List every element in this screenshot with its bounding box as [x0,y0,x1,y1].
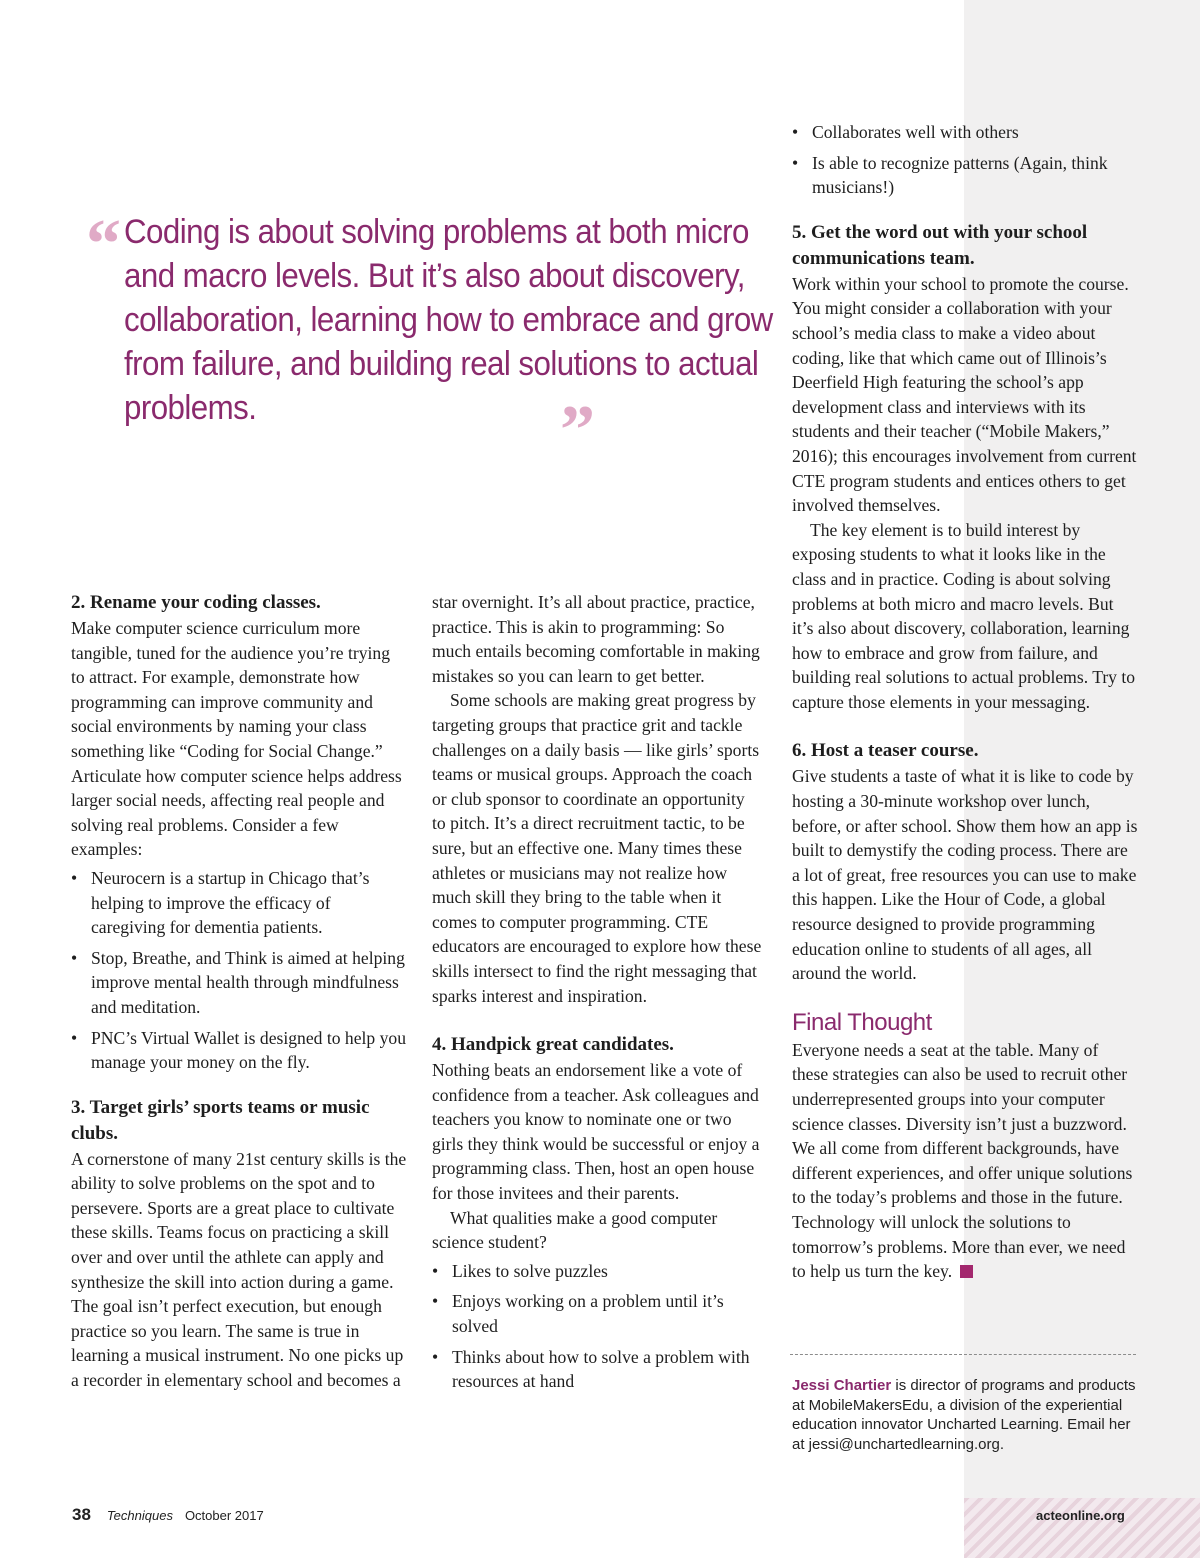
list-item: • Stop, Breathe, and Think is aimed at helping improve mental health through mindfulness and meditation. [71,946,407,1020]
examples-list [71,866,407,1075]
list-item: • Is able to recognize patterns (Again, think musicians!) [792,151,1138,200]
list-item: • Thinks about how to solve a problem with resources at hand [432,1345,762,1394]
body-paragraph [792,1038,1138,1284]
author-bio [792,1376,1138,1454]
section-heading-6: 6. Host a teaser course. [792,740,979,762]
section-heading-2: 2. Rename your coding classes. [71,592,321,613]
body-paragraph: Work within your school to promote the course. You might consider a collaboration with your school’s media class to make a video about coding, like that which came out of Illinois’s Deerfield High featuring the school’s app development class and interviews with its students and their teacher (“Mobile Makers,” 2016); this encourages involvement from current CTE program students and entices others to get involved themselves. [792,273,1137,516]
footer [72,1505,264,1525]
body-paragraph: Give students a taste of what it is like to code by hosting a 30-minute workshop over lunch, before, or after school. Show them how an app is built to demystify the coding process. There are a lot of great, free resources you can use to make this happen. Like the Hour of Code, a global resource designed to provide programming education online to students of all ages, all around the world. [792,766,1138,984]
body-paragraph: The key element is to build interest by exposing students to what it looks like in the class and in practice. Coding is about solving problems at both micro and macro levels. But it’s also about discovery, collaboration, learning how to embrace and grow from failure, and building real solutions to actual problems. Try to capture those elements in your messaging. [792,519,1136,712]
author-name: Jessi Chartier [792,1377,892,1394]
end-mark-icon [960,1265,973,1278]
column-1 [71,590,407,1393]
list-item: • Collaborates well with others [792,120,1138,145]
section-heading-4: 4. Handpick great candidates. [432,1034,674,1056]
qualities-list-continued [792,120,1138,200]
list-item: • Neurocern is a startup in Chicago that’s helping to improve the efficacy of caregiving for dementia patients. [71,866,407,940]
open-quote-icon: “ [86,206,121,283]
site-link[interactable]: acteonline.org [1036,1508,1125,1523]
page-number: 38 [72,1505,91,1524]
body-paragraph: What qualities make a good computer science student? [432,1207,718,1253]
body-paragraph: star overnight. It’s all about practice, practice, practice. This is akin to programming: So much entails becoming comfortable in making mistakes so you can learn to get better. [432,592,760,686]
author-bio-text: is director of programs and products at MobileMakersEdu, a division of the experiential education innovator Uncharted Learning. Email her at jessi@unchartedlearning.org. [792,1377,1136,1453]
final-paragraph-text: Everyone needs a seat at the table. Many of these strategies can also be used to recruit other underrepresented groups into your computer science classes. Diversity isn’t just a buzzword. We all come from different backgrounds, have different experiences, and offer unique solutions to the today’s problems and those in the future. Technology will unlock the solutions to tomorrow’s problems. More than ever, we need to help us turn the key. [792,1039,1133,1282]
list-item: • Likes to solve puzzles [432,1259,762,1284]
body-paragraph: Make computer science curriculum more tangible, tuned for the audience you’re trying to attract. For example, demonstrate how programming can improve community and social environments by naming your class something like “Coding for Social Change.” Articulate how computer science helps address larger social needs, affecting real people and solving real problems. Consider a few examples: [71,618,402,860]
decorative-pattern [964,1498,1200,1558]
body-paragraph: Some schools are making great progress by targeting groups that practice grit and tackle challenges on a daily basis — like girls’ sports teams or musical groups. Approach the coach or club sponsor to coordinate an opportunity to pitch. It’s a direct recruitment tactic, to be sure, but an effective one. Many times these athletes or musicians may not realize how much skill they bring to the table when it comes to computer programming. CTE educators are encouraged to explore how these skills intersect to find the right messaging that sparks interest and inspiration. [432,690,762,1006]
body-paragraph: Nothing beats an endorsement like a vote of confidence from a teacher. Ask colleagues and teachers you know to nominate one or two girls they think would be successful or enjoy a programming class. Then, host an open house for those invitees and their parents. [432,1060,760,1204]
magazine-name: Techniques [106,1508,173,1523]
divider [790,1354,1136,1355]
pull-quote-text: Coding is about solving problems at both micro and macro levels. But it’s also about discovery, collaboration, learning how to embrace and grow from failure, and building real solutions to actual problems. [124,213,773,427]
column-2 [432,590,762,1400]
final-thought-heading: Final Thought [792,1008,932,1036]
qualities-list [432,1259,762,1394]
pull-quote [86,206,773,430]
section-heading-3: 3. Target girls’ sports teams or music clubs. [71,1096,370,1144]
body-paragraph: A cornerstone of many 21st century skills is the ability to solve problems on the spot and to persevere. Sports are a great place to cultivate these skills. Teams focus on practicing a skill over and over until the athlete can apply and synthesize the skill into action during a game. The goal isn’t perfect execution, but enough practice so you learn. The same is true in learning a musical instrument. No one picks up a recorder in elementary school and becomes a [71,1148,407,1391]
close-quote-icon: ” [560,392,595,469]
issue-date: October 2017 [184,1508,264,1523]
section-heading-5: 5. Get the word out with your school communications team. [792,221,1088,269]
list-item: • Enjoys working on a problem until it’s solved [432,1289,762,1338]
column-3 [792,120,1138,1284]
list-item: • PNC’s Virtual Wallet is designed to help you manage your money on the fly. [71,1026,407,1075]
